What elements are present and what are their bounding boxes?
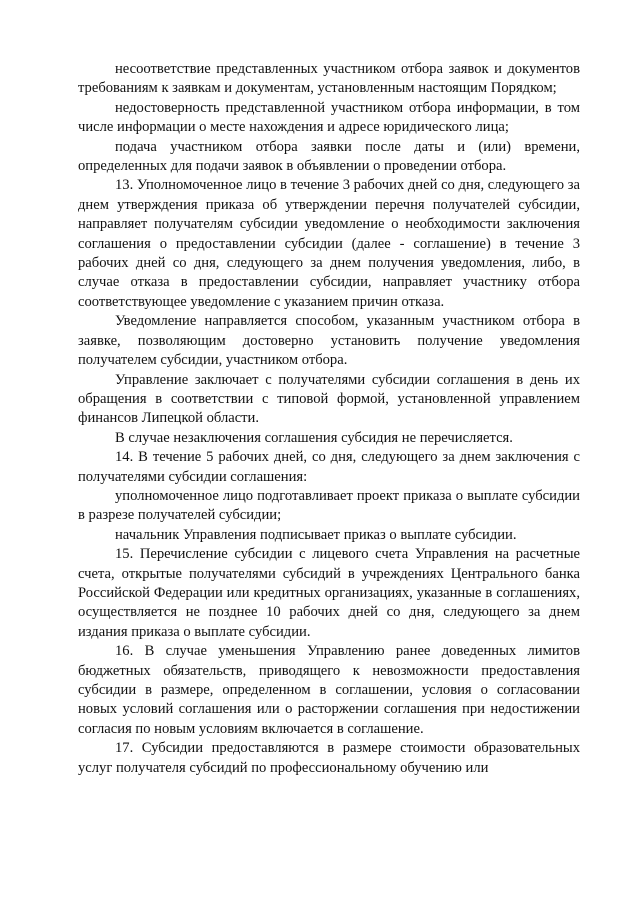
paragraph-mismatch: несоответствие представленных участником отбора заявок и документов требованиям к заявкам и документам, установленным настоящим Порядком; xyxy=(78,61,580,97)
document-page xyxy=(78,60,580,778)
paragraph-notification-method: Уведомление направляется способом, указанным участником отбора в заявке, позволяющим достоверно установить получение уведомления получателем субсидии, участником отбора. xyxy=(78,313,580,369)
paragraph-17: 17. Субсидии предоставляются в размере стоимости образовательных услуг получателя субсидий по профессиональному обучению или xyxy=(78,740,580,776)
paragraph-draft-order: уполномоченное лицо подготавливает проект приказа о выплате субсидии в разрезе получателей субсидии; xyxy=(78,487,580,524)
paragraph-13: 13. Уполномоченное лицо в течение 3 рабочих дней со дня, следующего за днем утверждения приказа об утверждении перечня получателей субсидии, направляет получателям субсидии уведомление о необходимости заключения соглашения о предоставлении субсидии (далее - соглашение) в течение 3 рабочих дней со дня, следующего за днем получения уведомления, либо, в случае отказа в предоставлении субсидии, направляет участнику отбора соответствующее уведомление с указанием причин отказа. xyxy=(78,177,580,310)
paragraph-agreement-conclusion: Управление заключает с получателями субсидии соглашения в день их обращения в соответствии с типовой формой, установленной управлением финансов Липецкой области. xyxy=(78,371,580,427)
paragraph-15: 15. Перечисление субсидии с лицевого счета Управления на расчетные счета, открытые получателями субсидий в учреждениях Центрального банка Российской Федерации или кредитных организациях, указанные в соглашениях, осуществляется не позднее 10 рабочих дней со дня, следующего за днем издания приказа о выплате субсидии. xyxy=(78,546,580,640)
paragraph-unreliable-info: недостоверность представленной участником отбора информации, в том числе информации о месте нахождения и адресе юридического лица; xyxy=(78,99,580,136)
paragraph-late-submission: подача участником отбора заявки после даты и (или) времени, определенных для подачи заявок в объявлении о проведении отбора. xyxy=(78,138,580,175)
paragraph-head-signs: начальник Управления подписывает приказ о выплате субсидии. xyxy=(115,526,517,543)
paragraph-14: 14. В течение 5 рабочих дней, со дня, следующего за днем заключения с получателями субсидии соглашения: xyxy=(78,449,580,485)
paragraph-16: 16. В случае уменьшения Управлению ранее доведенных лимитов бюджетных обязательств, приводящего к невозможности предоставления субсидии в размере, определенном в соглашении, условия о согласовании новых условий соглашения или о расторжении соглашения при недостижении согласия по новым условиям включается в соглашение. xyxy=(78,643,580,737)
paragraph-no-agreement: В случае незаключения соглашения субсидия не перечисляется. xyxy=(115,429,513,446)
